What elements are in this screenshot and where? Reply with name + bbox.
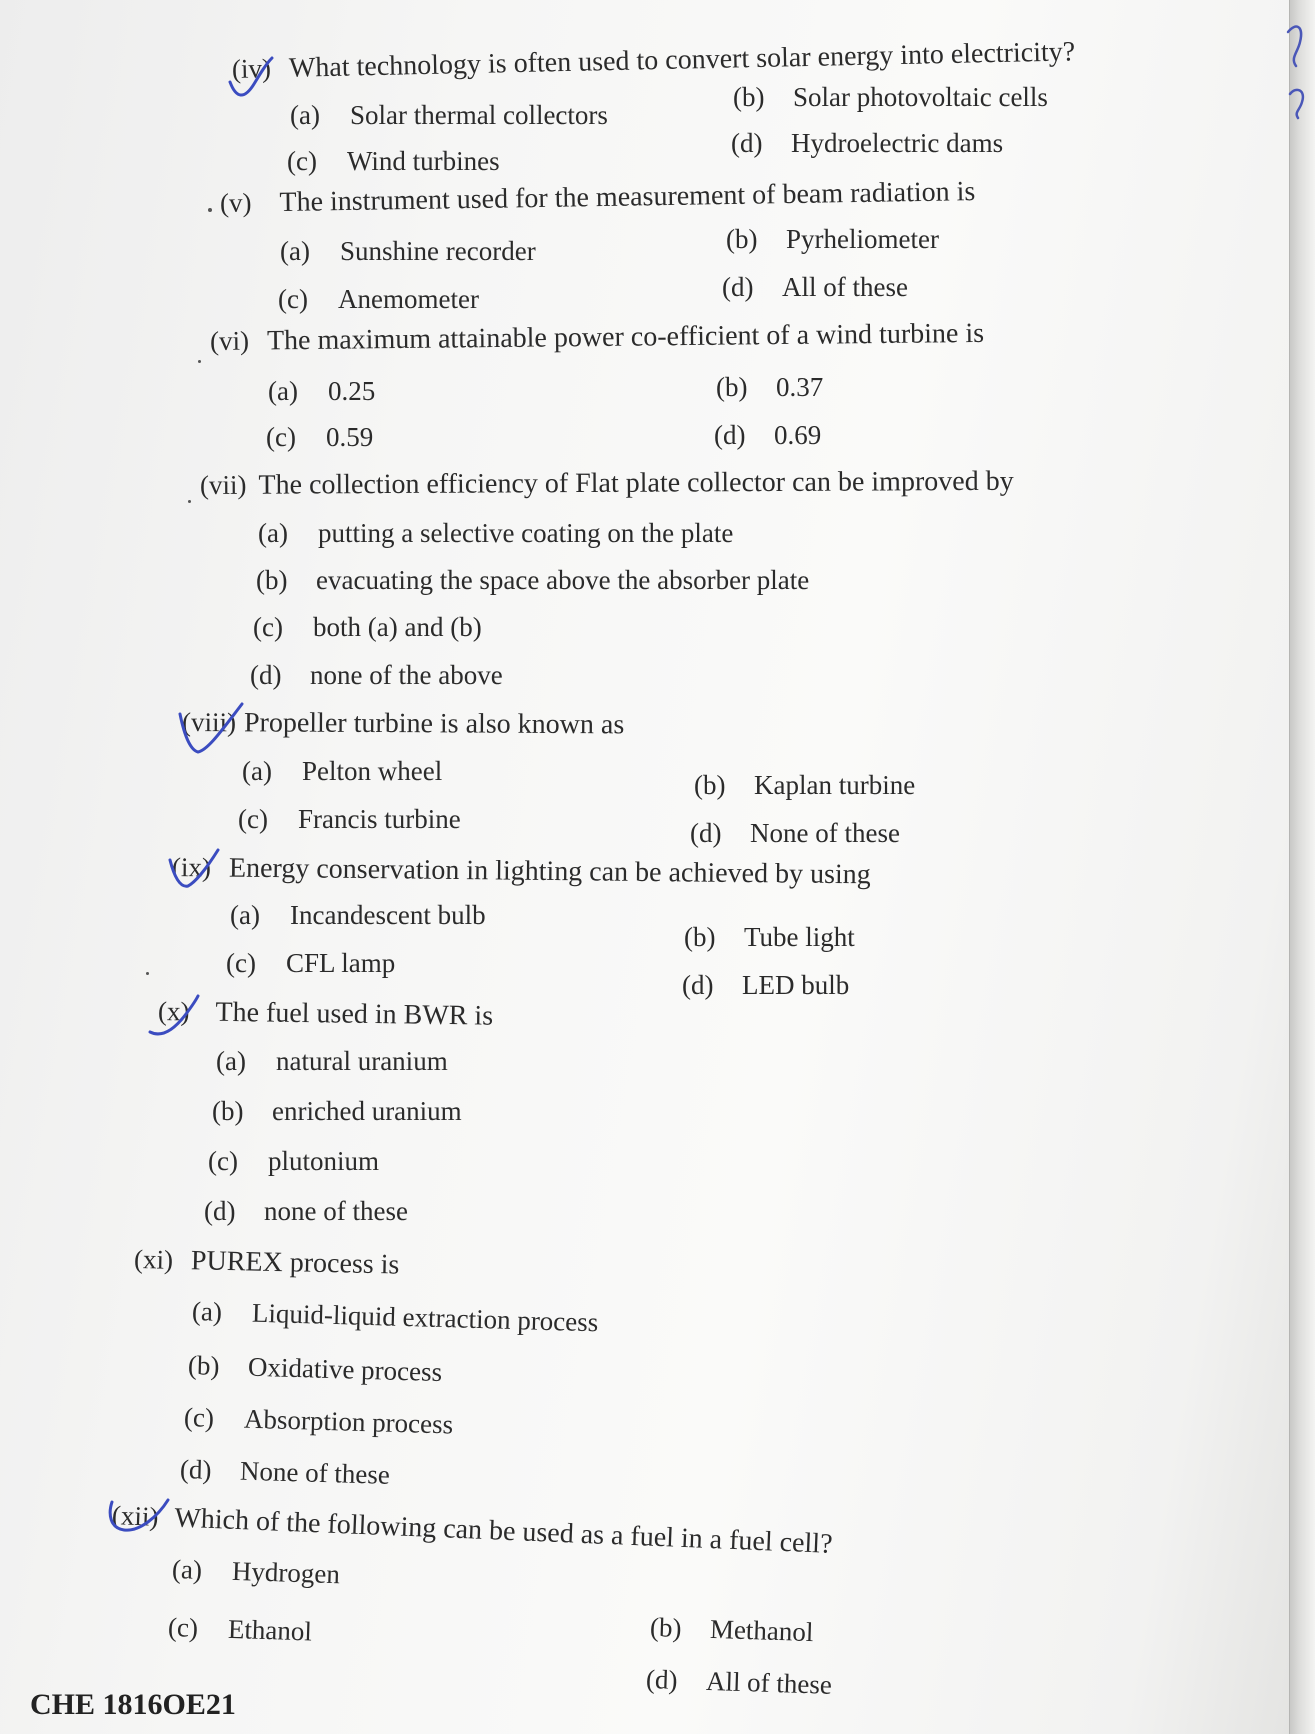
option-letter: (b) [716, 372, 748, 402]
option-letter: (c) [253, 612, 283, 642]
option-text: 0.69 [774, 420, 822, 450]
option-letter: (c) [208, 1146, 238, 1176]
course-code: CHE 1816OE21 [30, 1688, 236, 1721]
option-text: All of these [782, 272, 908, 302]
question-text: Propeller turbine is also known as [243, 707, 625, 741]
option-text: Liquid-liquid extraction process [251, 1297, 599, 1338]
question-number: (vii) [199, 469, 247, 500]
option-text: Solar thermal collectors [350, 100, 608, 130]
option-letter: (c) [167, 1612, 199, 1643]
option-text: LED bulb [742, 970, 850, 1000]
option-letter: (c) [238, 804, 268, 834]
option-c [266, 422, 373, 453]
option-b [733, 82, 1048, 113]
option-text: both (a) and (b) [313, 612, 482, 642]
option-letter: (b) [733, 82, 765, 112]
option-letter: (a) [242, 756, 272, 786]
option-text: Kaplan turbine [754, 770, 916, 800]
next-page-edge [1289, 0, 1315, 1734]
option-text: Solar photovoltaic cells [793, 82, 1048, 112]
question-x [158, 996, 494, 1033]
question-vii [200, 466, 1014, 502]
question-text: The collection efficiency of Flat plate collector can be improved by [258, 465, 1014, 501]
option-letter: (b) [694, 770, 726, 800]
option-b [716, 372, 823, 403]
question-number: (iv) [231, 53, 272, 84]
option-text: Sunshine recorder [340, 236, 536, 266]
option-text: Pelton wheel [302, 756, 443, 786]
option-letter: (d) [204, 1196, 236, 1226]
option-letter: (a) [258, 518, 288, 548]
option-letter: (d) [682, 970, 714, 1000]
option-letter: (c) [266, 422, 296, 452]
option-letter: (d) [722, 272, 754, 302]
option-letter: (b) [649, 1612, 682, 1643]
option-text: 0.37 [776, 372, 824, 402]
option-a [172, 1554, 341, 1590]
option-d [646, 1664, 833, 1701]
question-number: (viii) [181, 707, 237, 738]
option-letter: (c) [183, 1402, 215, 1433]
option-letter: (a) [216, 1046, 246, 1076]
option-letter: (a) [171, 1554, 203, 1585]
option-d [690, 818, 900, 849]
pencil-dot [188, 500, 191, 503]
question-xi [134, 1244, 400, 1282]
option-text: Hydroelectric dams [791, 128, 1004, 158]
option-letter: (a) [191, 1296, 223, 1327]
option-letter: (a) [280, 236, 310, 266]
option-letter: (c) [226, 948, 256, 978]
question-v [220, 176, 976, 220]
question-number: (x) [157, 996, 190, 1027]
option-b [650, 1612, 814, 1648]
option-letter: (d) [690, 818, 722, 848]
option-a [268, 376, 375, 407]
option-text: Oxidative process [247, 1351, 443, 1388]
option-c [226, 948, 395, 979]
option-b [694, 770, 915, 801]
question-vi [210, 318, 984, 358]
option-letter: (a) [230, 900, 260, 930]
option-text: Anemometer [338, 284, 479, 314]
option-text: Absorption process [243, 1403, 454, 1440]
option-d [714, 420, 821, 451]
option-letter: (c) [278, 284, 308, 314]
option-a [290, 100, 608, 131]
option-text: Pyrheliometer [786, 224, 939, 254]
option-letter: (b) [256, 565, 288, 595]
question-text: The maximum attainable power co-efficient of a wind turbine is [266, 317, 985, 357]
option-text: 0.25 [328, 376, 376, 406]
question-number: (xii) [111, 1500, 160, 1532]
option-c [168, 1612, 313, 1648]
option-text: none of the above [310, 660, 503, 690]
option-c [184, 1402, 454, 1441]
question-text: What technology is often used to convert solar energy into electricity? [288, 36, 1076, 84]
option-text: putting a selective coating on the plate [318, 518, 734, 548]
option-text: Incandescent bulb [290, 900, 486, 930]
option-b [212, 1096, 462, 1127]
option-b [726, 224, 939, 255]
option-letter: (d) [645, 1664, 678, 1695]
option-a [230, 900, 486, 931]
option-text: Wind turbines [347, 146, 500, 176]
question-number: (xi) [133, 1244, 174, 1275]
option-d [180, 1454, 391, 1491]
option-text: none of these [264, 1196, 408, 1226]
question-viii [182, 707, 624, 741]
question-number: (vi) [209, 325, 250, 356]
option-c [287, 146, 500, 177]
option-text: None of these [750, 818, 900, 848]
question-text: Which of the following can be used as a fuel in a fuel cell? [173, 1502, 834, 1560]
question-text: The fuel used in BWR is [215, 996, 494, 1032]
option-text: 0.59 [326, 422, 374, 452]
option-text: Hydrogen [231, 1555, 341, 1590]
option-text: Ethanol [227, 1613, 313, 1647]
option-letter: (a) [290, 100, 320, 130]
option-letter: (c) [287, 146, 317, 176]
option-c [253, 612, 482, 643]
option-text: evacuating the space above the absorber plate [316, 565, 810, 595]
option-letter: (b) [212, 1096, 244, 1126]
option-text: natural uranium [276, 1046, 448, 1076]
option-d [682, 970, 849, 1001]
question-text: PUREX process is [190, 1245, 400, 1281]
option-c [238, 804, 461, 835]
question-iv [232, 36, 1076, 86]
option-a [280, 236, 536, 267]
option-d [250, 660, 503, 691]
option-letter: (a) [268, 376, 298, 406]
option-text: All of these [705, 1665, 833, 1700]
option-letter: (b) [684, 922, 716, 952]
option-text: enriched uranium [272, 1096, 462, 1126]
option-text: CFL lamp [286, 948, 396, 978]
pencil-dot [208, 208, 212, 212]
option-b [188, 1350, 443, 1388]
option-a [258, 518, 733, 549]
option-letter: (d) [731, 128, 763, 158]
option-d [722, 272, 908, 303]
option-c [278, 284, 479, 315]
option-letter: (d) [250, 660, 282, 690]
pencil-dot [146, 972, 149, 975]
option-text: None of these [239, 1455, 391, 1490]
option-c [208, 1146, 379, 1177]
question-text: Energy conservation in lighting can be achieved by using [228, 852, 871, 891]
option-letter: (d) [714, 420, 746, 450]
option-letter: (b) [726, 224, 758, 254]
option-text: Francis turbine [298, 804, 461, 834]
option-b [684, 922, 855, 953]
option-text: plutonium [268, 1146, 380, 1176]
option-b [256, 565, 809, 596]
option-text: Tube light [744, 922, 855, 952]
option-a [242, 756, 442, 787]
option-d [731, 128, 1003, 159]
option-a [216, 1046, 448, 1077]
option-text: Methanol [709, 1613, 814, 1648]
question-number: (v) [219, 187, 252, 218]
question-text: The instrument used for the measurement of beam radiation is [279, 176, 976, 219]
pencil-dot [198, 360, 201, 363]
option-d [204, 1196, 408, 1227]
question-number: (ix) [171, 852, 212, 883]
question-ix [172, 852, 871, 891]
option-a [192, 1296, 599, 1338]
question-xii [111, 1500, 833, 1561]
option-letter: (d) [179, 1454, 212, 1485]
option-letter: (b) [187, 1350, 220, 1381]
